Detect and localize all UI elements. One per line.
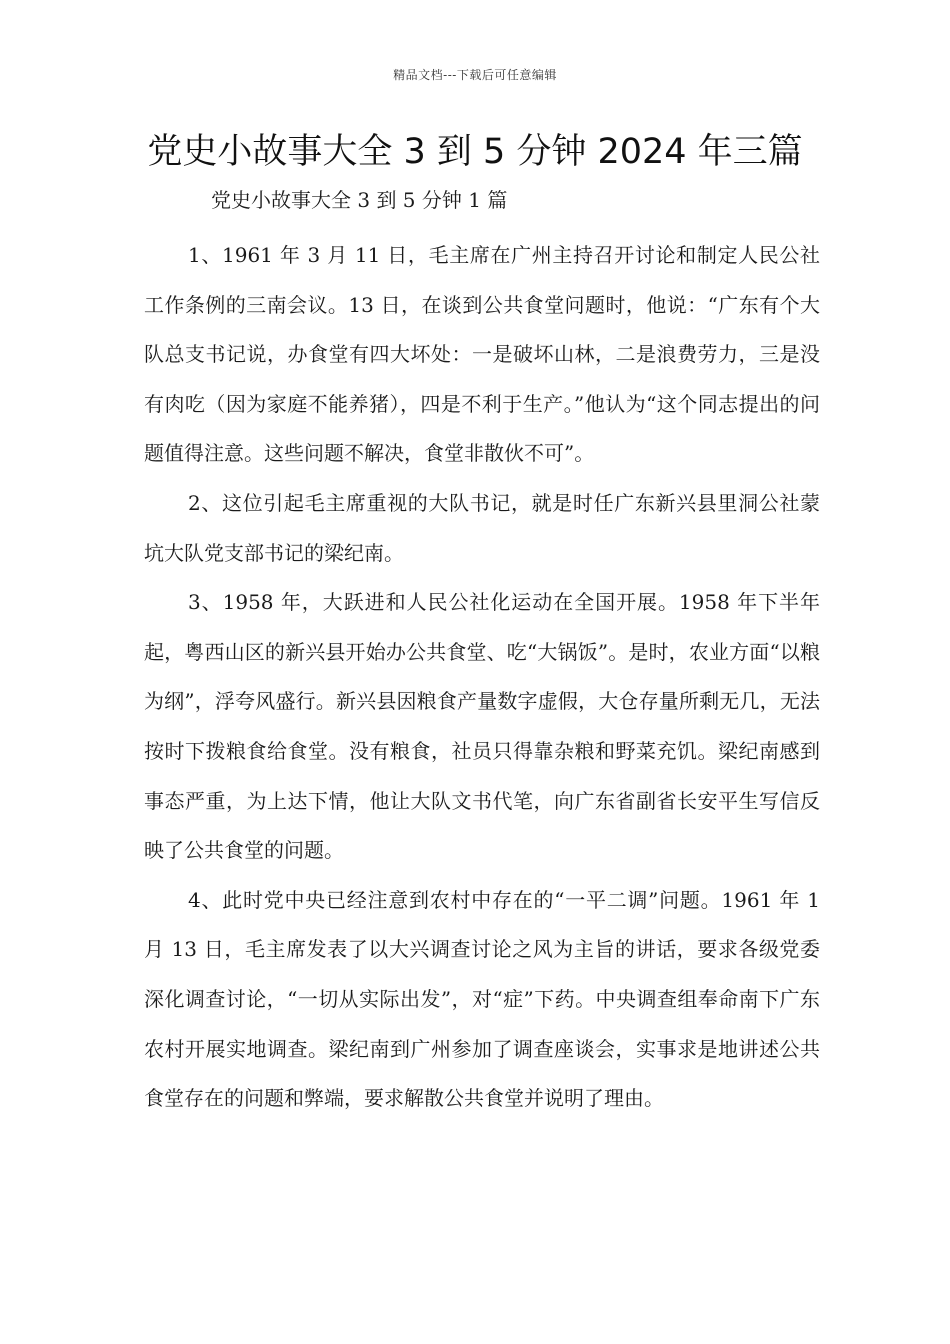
paragraph-1 [144,231,820,479]
header-note: 精品文档---下载后可任意编辑 [393,68,557,82]
paragraph-2-text: 2、这位引起毛主席重视的大队书记，就是时任广东新兴县里洞公社蒙坑大队党支部书记的梁纪南。 [144,490,820,565]
paragraph-4-text: 4、此时党中央已经注意到农村中存在的“一平二调”问题。1961 年 1 月 13 日，毛主席发表了以大兴调查讨论之风为主旨的讲话，要求各级党委深化调查讨论，“一切从实际出发”，对“症”下药。中央调查组奉命南下广东农村开展实地调查。梁纪南到广州参加了调查座谈会，实事求是地讲述公共食堂存在的问题和弊端，要求解散公共食堂并说明了理由。 [144,887,820,1111]
document-title: 党史小故事大全 3 到 5 分钟 2024 年三篇 [147,132,803,172]
paragraph-4 [144,876,820,1124]
paragraph-2 [144,479,820,578]
paragraph-1-text: 1、1961 年 3 月 11 日，毛主席在广州主持召开讨论和制定人民公社工作条例的三南会议。13 日，在谈到公共食堂问题时，他说：“广东有个大队总支书记说，办食堂有四大坏处：一是破坏山林，二是浪费劳力，三是没有肉吃（因为家庭不能养猪），四是不利于生产。”他认为“这个同志提出的问题值得注意。这些问题不解决，食堂非散伙不可”。 [144,243,820,466]
paragraph-3 [144,578,820,876]
body-text [144,231,820,1124]
paragraph-3-text: 3、1958 年，大跃进和人民公社化运动在全国开展。1958 年下半年起，粤西山区的新兴县开始办公共食堂、吃“大锅饭”。是时，农业方面“以粮为纲”，浮夸风盛行。新兴县因粮食产量数字虚假，大仓存量所剩无几，无法按时下拨粮食给食堂。没有粮食，社员只得靠杂粮和野菜充饥。梁纪南感到事态严重，为上达下情，他让大队文书代笔，向广东省副省长安平生写信反映了公共食堂的问题。 [144,590,820,863]
section-subtitle: 党史小故事大全 3 到 5 分钟 1 篇 [211,188,508,212]
